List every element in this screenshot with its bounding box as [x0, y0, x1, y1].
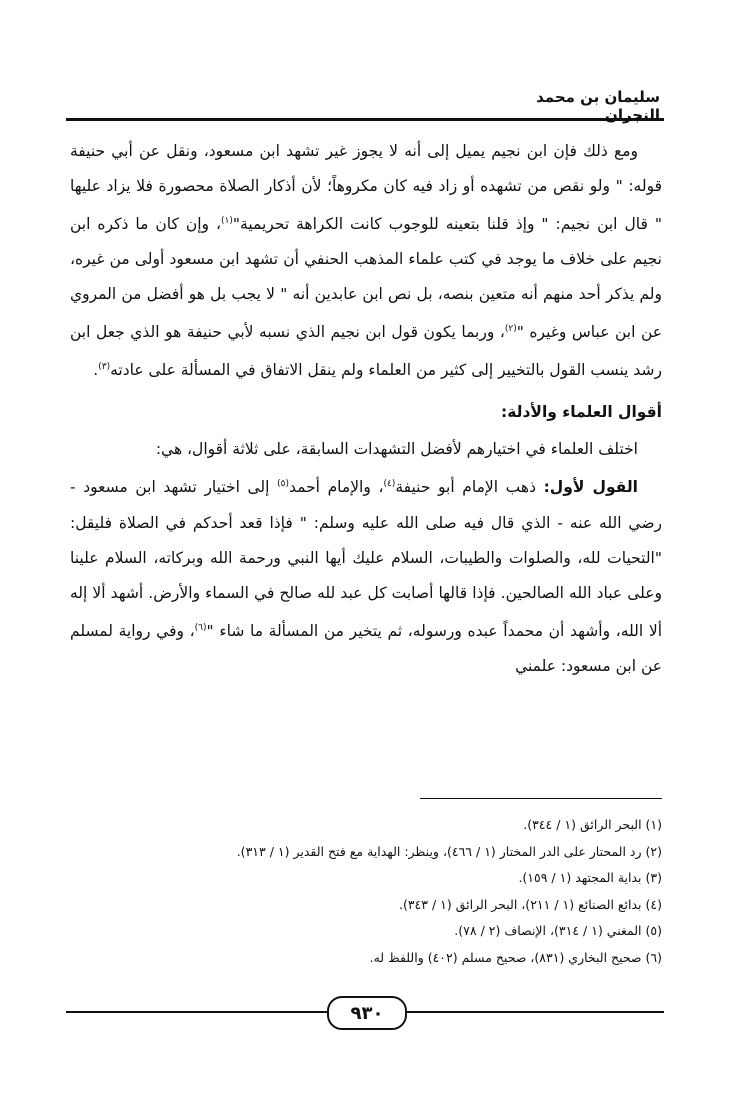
footnote-ref-5: (٥)	[277, 479, 289, 490]
paragraph-text: ذهب الإمام أبو حنيفة	[395, 478, 544, 497]
footnote-item: (٢) رد المحتار على الدر المختار (١ / ٤٦٦)، وينظر: الهداية مع فتح القدير (١ / ٣١٣).	[236, 843, 662, 859]
footnotes-list	[120, 812, 662, 971]
paragraph-text: ، وربما يكون قول ابن نجيم الذي نسبه لأبي حنيفة هو الذي جعل ابن رشد ينسب القول بالتخيير إلى كثير من العلماء ولم ينقل الاتفاق في المسألة على عادته	[70, 323, 662, 380]
first-opinion-label: القول لأول:	[543, 478, 638, 497]
paragraph-text: ، والإمام أحمد	[288, 478, 384, 497]
paragraph-text: ، وفي رواية لمسلم عن ابن مسعود: علمني	[70, 621, 662, 675]
paragraph-text: ، وإن كان ما ذكره ابن نجيم على خلاف ما يوجد في كتب علماء المذهب الحنفي أن تشهد ابن مسعود أولى من غيره، ولم يذكر أحد منهم أنه متعين بنصه، بل نص ابن عابدين أنه " لا يجب بل هو أفضل من المروي عن ابن عباس وغيره "	[70, 215, 662, 342]
footnote-ref-4: (٤)	[383, 479, 396, 490]
section-heading: أقوال العلماء والأدلة:	[501, 403, 662, 422]
footnote-item: (٣) بداية المجتهد (١ / ١٥٩).	[518, 870, 662, 885]
footnote-ref-3: (٣)	[98, 362, 111, 373]
paragraph-first-opinion	[70, 467, 662, 683]
paragraph-text: ومع ذلك فإن ابن نجيم يميل إلى أنه لا يجوز غير تشهد ابن مسعود، ونقل عن أبي حنيفة قوله: " ولو نقص من تشهده أو زاد فيه كان مكروهاً؛ لأن أذكار الصلاة محصورة فلا يزاد عليها " قال ابن نجيم: " وإذ قلنا بتعينه للوجوب كانت الكراهة تحريمية"	[70, 142, 662, 234]
footnote-item: (٦) صحيح البخاري (٨٣١)، صحيح مسلم (٤٠٢) واللفظ له.	[369, 949, 662, 965]
header-rule	[66, 118, 664, 121]
paragraph-text: إلى اختيار تشهد ابن مسعود - رضي الله عنه - الذي قال فيه صلى الله عليه وسلم: " فإذا قعد أحدكم في الصلاة فليقل: "التحيات لله، والصلوات والطيبات، السلام عليك أيها النبي ورحمة الله وبركاته، السلام علينا وعلى عباد الله الصالحين. فإذا قالها أصابت كل عبد لله صالح في السماء والأرض. أشهد ألا إله ألا الله، وأشهد أن محمداً عبده ورسوله، ثم يتخير من المسألة ما شاء "	[70, 478, 662, 640]
paragraph-text: .	[93, 361, 99, 380]
footnote-separator	[420, 798, 662, 799]
footnote-item: (٥) المغني (١ / ٣١٤)، الإنصاف (٢ / ٧٨).	[454, 923, 662, 938]
paragraph-ibn-nujaym	[70, 134, 662, 388]
page-number: ٩٣٠	[327, 996, 407, 1030]
running-header-author: سليمان بن محمد النجران	[536, 88, 660, 124]
footnote-item: (٤) بدائع الصنائع (١ / ٢١١)، البحر الرائق (١ / ٣٤٣).	[398, 896, 662, 912]
footnote-ref-1: (١)	[221, 216, 233, 226]
footnote-ref-6: (٦)	[194, 622, 207, 633]
paragraph-intro: اختلف العلماء في اختيارهم لأفضل التشهدات السابقة، على ثلاثة أقوال، هي:	[155, 440, 638, 459]
footnote-item: (١) البحر الرائق (١ / ٣٤٤).	[523, 817, 662, 832]
footnote-ref-2: (٢)	[504, 324, 517, 335]
page-body	[70, 134, 662, 684]
